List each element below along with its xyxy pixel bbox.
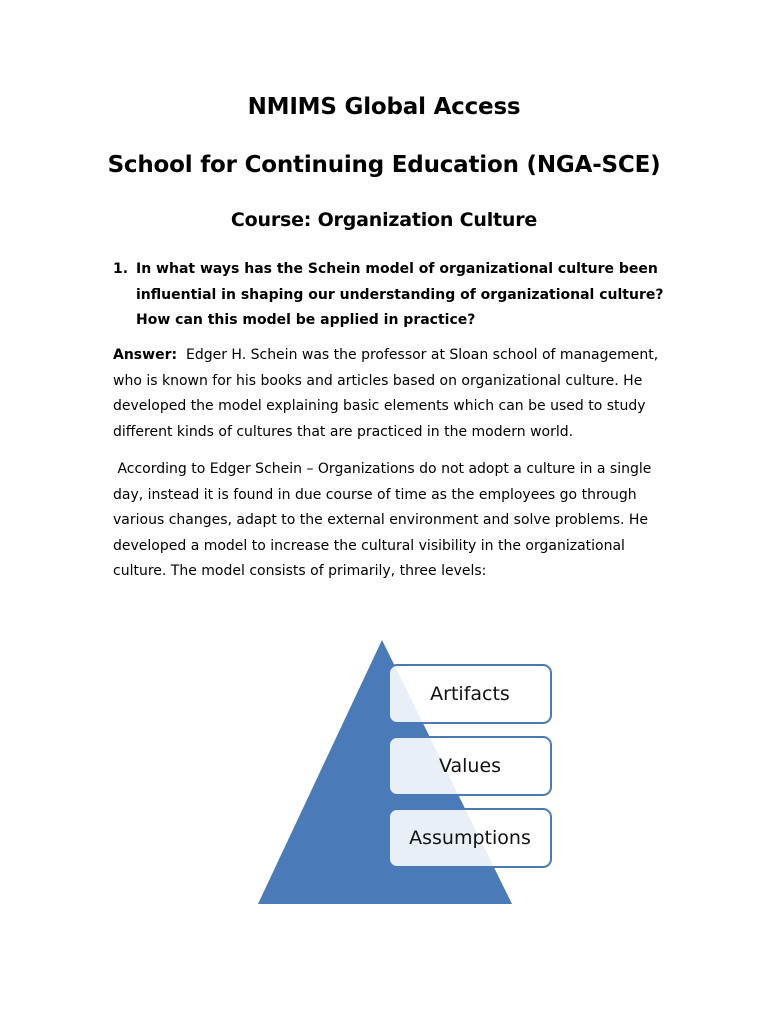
answer-paragraph-2 bbox=[113, 457, 661, 585]
course-heading: Course: Organization Culture bbox=[230, 209, 538, 231]
page-title: NMIMS Global Access bbox=[247, 94, 521, 120]
answer-paragraph-1-text: Edger H. Schein was the professor at Sloan school of management, who is known for his books and articles based on organizational culture. He developed the model explaining basic elements which can be used to study different kinds of cultures that are practiced in the modern world. bbox=[113, 347, 659, 440]
question-text: In what ways has the Schein model of organizational culture been influential in shaping our understanding of organizational culture? How can this model be applied in practice? bbox=[136, 261, 664, 328]
answer-paragraph-1 bbox=[113, 343, 661, 445]
question-number: 1. bbox=[113, 261, 129, 277]
schein-model-diagram bbox=[250, 630, 570, 910]
level-values: Values bbox=[388, 736, 552, 796]
level-assumptions: Assumptions bbox=[388, 808, 552, 868]
level-artifacts: Artifacts bbox=[388, 664, 552, 724]
question-1 bbox=[113, 257, 673, 334]
answer-label: Answer: bbox=[113, 347, 178, 363]
page-subtitle: School for Continuing Education (NGA-SCE) bbox=[107, 152, 661, 178]
answer-paragraph-2-text: According to Edger Schein – Organizations do not adopt a culture in a single day, instead it is found in due course of time as the employees go through various changes, adapt to the external environment and solve problems. He developed a model to increase the cultural visibility in the organizational culture. The model consists of primarily, three levels: bbox=[113, 461, 652, 579]
